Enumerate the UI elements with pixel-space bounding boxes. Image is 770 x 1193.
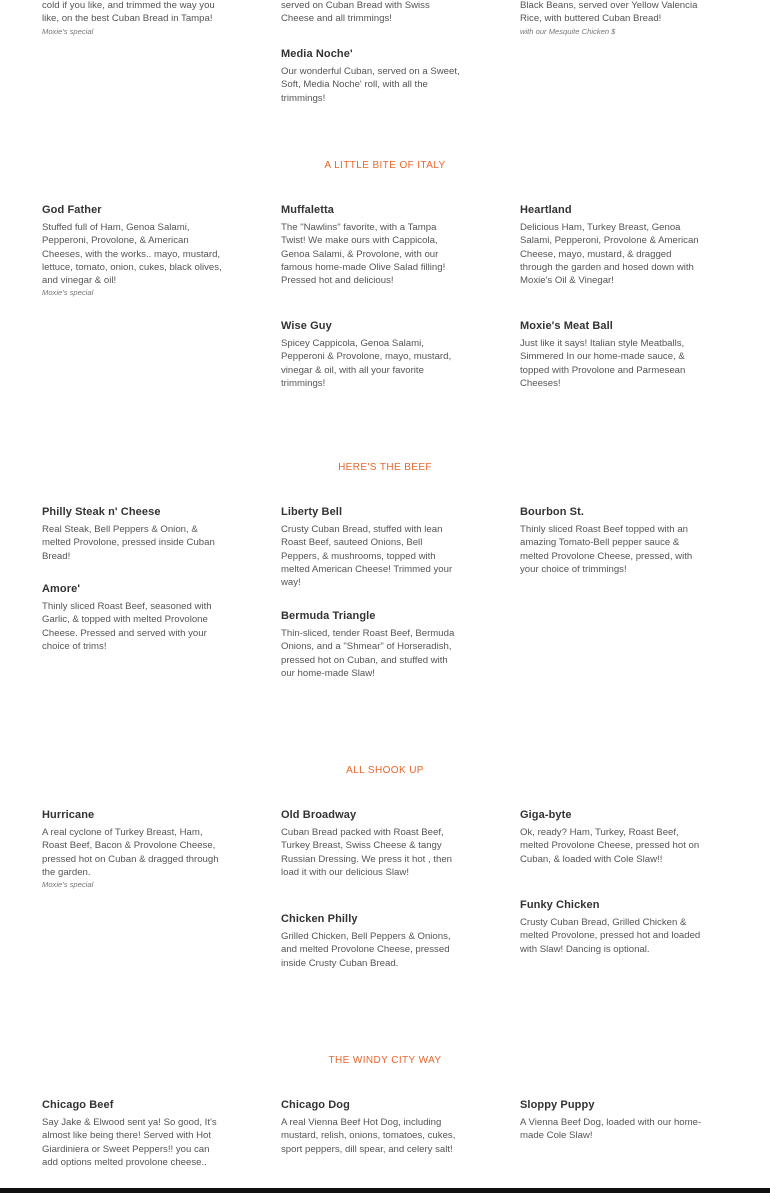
menu-item-meat-ball [520, 319, 702, 390]
item-title: Chicken Philly [281, 913, 358, 925]
item-note: Moxie's special [42, 288, 94, 298]
bottom-border [0, 1188, 770, 1193]
item-title: Hurricane [42, 809, 95, 821]
menu-item-muffaletta [281, 203, 463, 287]
item-description: Thin-sliced, tender Roast Beef, Bermuda Onions, and a "Shmear" of Horseradish, pressed hot on Cuban, and stuffed with our home-made Slaw! [281, 628, 455, 679]
item-title: Old Broadway [281, 809, 357, 821]
menu-item-top-col2 [281, 0, 463, 26]
item-description: Delicious Ham, Turkey Breast, Genoa Salami, Pepperoni, Provolone & American Cheese, mayo, mustard, & dragged through the garden and hosed down with Moxie's Oil & Vinegar! [520, 222, 699, 287]
menu-item-sloppy-puppy [520, 1098, 702, 1143]
menu-item-chicago-dog [281, 1098, 463, 1156]
menu-item-god-father [42, 203, 224, 298]
item-title: Funky Chicken [520, 899, 600, 911]
item-title: God Father [42, 204, 102, 216]
item-note: Moxie's special [42, 26, 94, 36]
item-title: Philly Steak n' Cheese [42, 506, 161, 518]
section-title-windy: THE WINDY CITY WAY [328, 1055, 442, 1066]
item-title: Giga-byte [520, 809, 572, 821]
item-description: cold if you like, and trimmed the way you like, on the best Cuban Bread in Tampa! [42, 0, 215, 25]
item-description: The "Nawlins" favorite, with a Tampa Twist! We make ours with Cappicola, Genoa Salami, & Provolone, with our famous home-made Olive Salad filling! Pressed hot and delicious! [281, 222, 446, 287]
item-title: Wise Guy [281, 320, 332, 332]
menu-item-liberty-bell [281, 505, 463, 589]
menu-item-bermuda-triangle [281, 609, 463, 680]
menu-item-funky-chicken [520, 898, 702, 956]
item-description: Crusty Cuban Bread, stuffed with lean Roast Beef, sauteed Onions, Bell Peppers, & mushrooms, topped with melted American Cheese! Trimmed your way! [281, 524, 453, 589]
item-note: Moxie's special [42, 880, 94, 890]
item-description: Stuffed full of Ham, Genoa Salami, Pepperoni, Provolone, & American Cheeses, with the works.. mayo, mustard, lettuce, tomato, onion, cukes, black olives, and vinegar & oil! [42, 222, 222, 287]
item-title: Moxie's Meat Ball [520, 320, 613, 332]
item-description: Just like it says! Italian style Meatballs, Simmered In our home-made sauce, & topped with Provolone and Parmesean Cheeses! [520, 338, 686, 389]
item-description: Thinly sliced Roast Beef topped with an amazing Tomato-Bell pepper sauce & melted Provolone Cheese, pressed, with your choice of trimmings! [520, 524, 693, 575]
section-title-shook: ALL SHOOK UP [346, 765, 424, 776]
menu-item-amore [42, 582, 224, 653]
item-description: Say Jake & Elwood sent ya! So good, It's almost like being there! Served with Hot Giardiniera or Sweet Peppers!! you can add options melted provolone cheese.. [42, 1117, 217, 1168]
menu-item-old-broadway [281, 808, 463, 879]
section-title-italy: A LITTLE BITE OF ITALY [324, 160, 446, 171]
menu-item-chicago-beef [42, 1098, 224, 1169]
menu-item-media-noche [281, 47, 463, 105]
item-description: Crusty Cuban Bread, Grilled Chicken & melted Provolone, pressed hot and loaded with Slaw! Dancing is optional. [520, 917, 701, 955]
item-title: Media Noche' [281, 48, 353, 60]
item-description: Our wonderful Cuban, served on a Sweet, Soft, Media Noche' roll, with all the trimmings! [281, 66, 460, 104]
item-description: Cuban Bread packed with Roast Beef, Turkey Breast, Swiss Cheese & tangy Russian Dressing. We press it hot , then load it with our delicious Slaw! [281, 827, 452, 878]
item-title: Sloppy Puppy [520, 1099, 595, 1111]
item-description: A real cyclone of Turkey Breast, Ham, Roast Beef, Bacon & Provolone Cheese, pressed hot on Cuban & dragged through the garden. [42, 827, 219, 878]
item-note: with our Mesquite Chicken $ [520, 26, 616, 36]
item-description: A real Vienna Beef Hot Dog, including mustard, relish, onions, tomatoes, cukes, sport peppers, dill spear, and celery salt! [281, 1117, 456, 1155]
item-description: Black Beans, served over Yellow Valencia Rice, with buttered Cuban Bread! [520, 0, 698, 25]
item-description: served on Cuban Bread with Swiss Cheese and all trimmings! [281, 0, 430, 25]
item-title: Bermuda Triangle [281, 610, 376, 622]
item-title: Muffaletta [281, 204, 334, 216]
item-description: A Vienna Beef Dog, loaded with our home-made Cole Slaw! [520, 1117, 702, 1142]
menu-item-giga-byte [520, 808, 702, 866]
item-description: Thinly sliced Roast Beef, seasoned with Garlic, & topped with melted Provolone Cheese. Pressed and served with your choice of trims! [42, 601, 212, 652]
menu-item-bourbon-st [520, 505, 702, 576]
item-description: Ok, ready? Ham, Turkey, Roast Beef, melted Provolone Cheese, pressed hot on Cuban, & loaded with Cole Slaw!! [520, 827, 700, 865]
item-description: Real Steak, Bell Peppers & Onion, & melted Provolone, pressed inside Cuban Bread! [42, 524, 215, 562]
menu-item-chicken-philly [281, 912, 463, 970]
item-description: Grilled Chicken, Bell Peppers & Onions, and melted Provolone Cheese, pressed inside Crusty Cuban Bread. [281, 931, 451, 969]
item-title: Amore' [42, 583, 81, 595]
item-title: Liberty Bell [281, 506, 343, 518]
item-title: Chicago Beef [42, 1099, 114, 1111]
menu-item-top-col1 [42, 0, 224, 37]
item-title: Bourbon St. [520, 506, 585, 518]
item-description: Spicey Cappicola, Genoa Salami, Pepperoni & Provolone, mayo, mustard, vinegar & oil, with all your favorite trimmings! [281, 338, 452, 389]
menu-item-wise-guy [281, 319, 463, 390]
menu-item-hurricane [42, 808, 224, 890]
menu-item-philly-steak [42, 505, 224, 563]
item-title: Chicago Dog [281, 1099, 350, 1111]
menu-item-top-col3 [520, 0, 702, 37]
item-title: Heartland [520, 204, 572, 216]
menu-item-heartland [520, 203, 702, 287]
section-title-beef: HERE'S THE BEEF [338, 462, 432, 473]
